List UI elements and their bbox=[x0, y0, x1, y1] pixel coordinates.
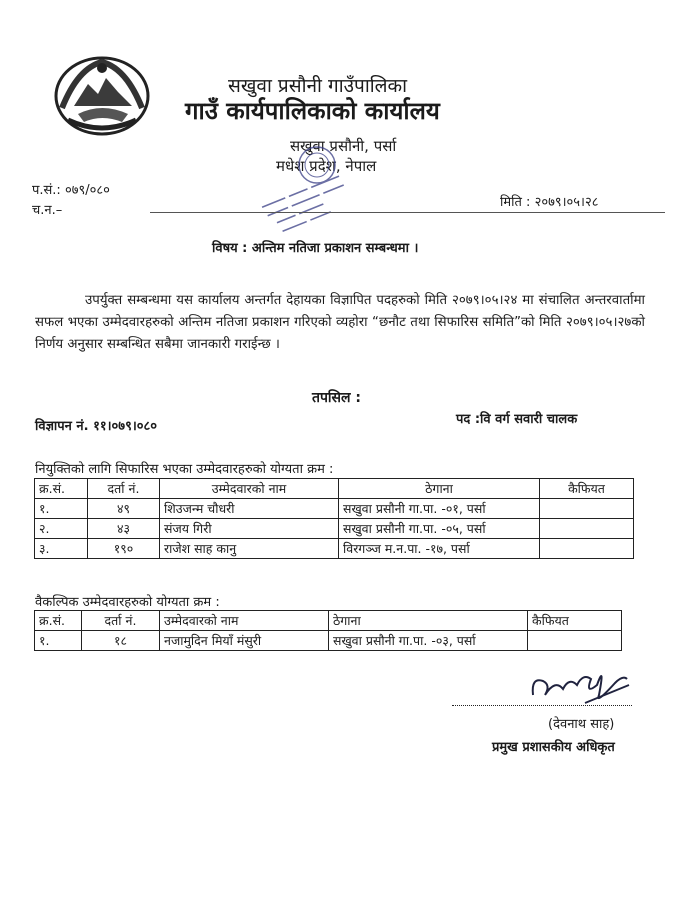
table-cell: संजय गिरी bbox=[160, 519, 339, 539]
table-row bbox=[35, 539, 634, 559]
table-cell: १. bbox=[35, 631, 82, 651]
advertisement-number: विज्ञापन नं. ११।०७९।०८० bbox=[35, 419, 158, 434]
column-header: ठेगाना bbox=[339, 479, 540, 499]
signature-line bbox=[452, 705, 632, 706]
office-stamp bbox=[255, 140, 370, 235]
subject-line: विषय : अन्तिम नतिजा प्रकाशन सम्बन्धमा । bbox=[212, 241, 419, 256]
nepal-emblem-icon bbox=[48, 48, 156, 138]
table-cell: सखुवा प्रसौनी गा.पा. -०५, पर्सा bbox=[339, 519, 540, 539]
table-header-row bbox=[35, 611, 622, 631]
alternate-heading: वैकल्पिक उम्मेदवारहरुको योग्यता क्रम : bbox=[35, 595, 220, 610]
table-row bbox=[35, 499, 634, 519]
column-header: कैफियत bbox=[540, 479, 634, 499]
column-header: कैफियत bbox=[528, 611, 622, 631]
table-row bbox=[35, 631, 622, 651]
table-cell bbox=[528, 631, 622, 651]
column-header: दर्ता नं. bbox=[88, 479, 160, 499]
table-cell: सखुवा प्रसौनी गा.पा. -०३, पर्सा bbox=[329, 631, 528, 651]
recommended-candidates-table bbox=[34, 478, 634, 559]
table-cell: विरगञ्ज म.न.पा. -१७, पर्सा bbox=[339, 539, 540, 559]
table-cell: शिउजन्म चौधरी bbox=[160, 499, 339, 519]
table-cell bbox=[540, 499, 634, 519]
column-header: दर्ता नं. bbox=[82, 611, 160, 631]
header-divider bbox=[150, 212, 665, 213]
table-cell: १९० bbox=[88, 539, 160, 559]
post-name: पद :वि वर्ग सवारी चालक bbox=[456, 412, 578, 427]
alternate-candidates-table bbox=[34, 610, 622, 651]
table-cell: १८ bbox=[82, 631, 160, 651]
table-cell: ४९ bbox=[88, 499, 160, 519]
detail-heading: तपसिल : bbox=[312, 390, 361, 406]
office-title: गाउँ कार्यपालिकाको कार्यालय bbox=[185, 97, 440, 125]
reference-number: प.सं.: ०७९/०८० bbox=[32, 183, 110, 198]
recommended-heading: नियुक्तिको लागि सिफारिस भएका उम्मेदवारहरुको योग्यता क्रम : bbox=[35, 462, 334, 477]
table-cell bbox=[540, 519, 634, 539]
table-cell: ४३ bbox=[88, 519, 160, 539]
table-cell: २. bbox=[35, 519, 88, 539]
column-header: ठेगाना bbox=[329, 611, 528, 631]
table-cell: राजेश साह कानु bbox=[160, 539, 339, 559]
body-paragraph: उपर्युक्त सम्बन्धमा यस कार्यालय अन्तर्गत देहायका विज्ञापित पदहरुको मिति २०७९।०५।२४ मा संचालित अन्तरवार्तामा सफल भएका उम्मेदवारहरुको अन्तिम नतिजा प्रकाशन गरिएको व्यहोरा “छनौट तथा सिफारिस समिति”को मिति २०७९।०५।२७को निर्णय अनुसार सम्बन्धित सबैमा जानकारी गराईन्छ । bbox=[35, 293, 645, 352]
office-name: सखुवा प्रसौनी गाउँपालिका bbox=[228, 75, 408, 97]
table-cell: नजामुदिन मियाँ मंसुरी bbox=[160, 631, 329, 651]
signer-title: प्रमुख प्रशासकीय अधिकृत bbox=[492, 740, 615, 755]
table-cell: सखुवा प्रसौनी गा.पा. -०१, पर्सा bbox=[339, 499, 540, 519]
signer-name: (देवनाथ साह) bbox=[548, 717, 615, 732]
column-header: उम्मेदवारको नाम bbox=[160, 479, 339, 499]
table-header-row bbox=[35, 479, 634, 499]
column-header: क्र.सं. bbox=[35, 479, 88, 499]
dispatch-number: च.न.– bbox=[32, 203, 63, 218]
column-header: क्र.सं. bbox=[35, 611, 82, 631]
signature-mark bbox=[525, 655, 635, 710]
office-address-line2: मधेश प्रदेश, नेपाल bbox=[276, 157, 377, 175]
column-header: उम्मेदवारको नाम bbox=[160, 611, 329, 631]
table-cell bbox=[540, 539, 634, 559]
office-address-line1: सखुवा प्रसौनी, पर्सा bbox=[290, 137, 397, 155]
letter-date: मिति : २०७९।०५।२८ bbox=[500, 195, 599, 210]
table-cell: १. bbox=[35, 499, 88, 519]
table-cell: ३. bbox=[35, 539, 88, 559]
table-row bbox=[35, 519, 634, 539]
